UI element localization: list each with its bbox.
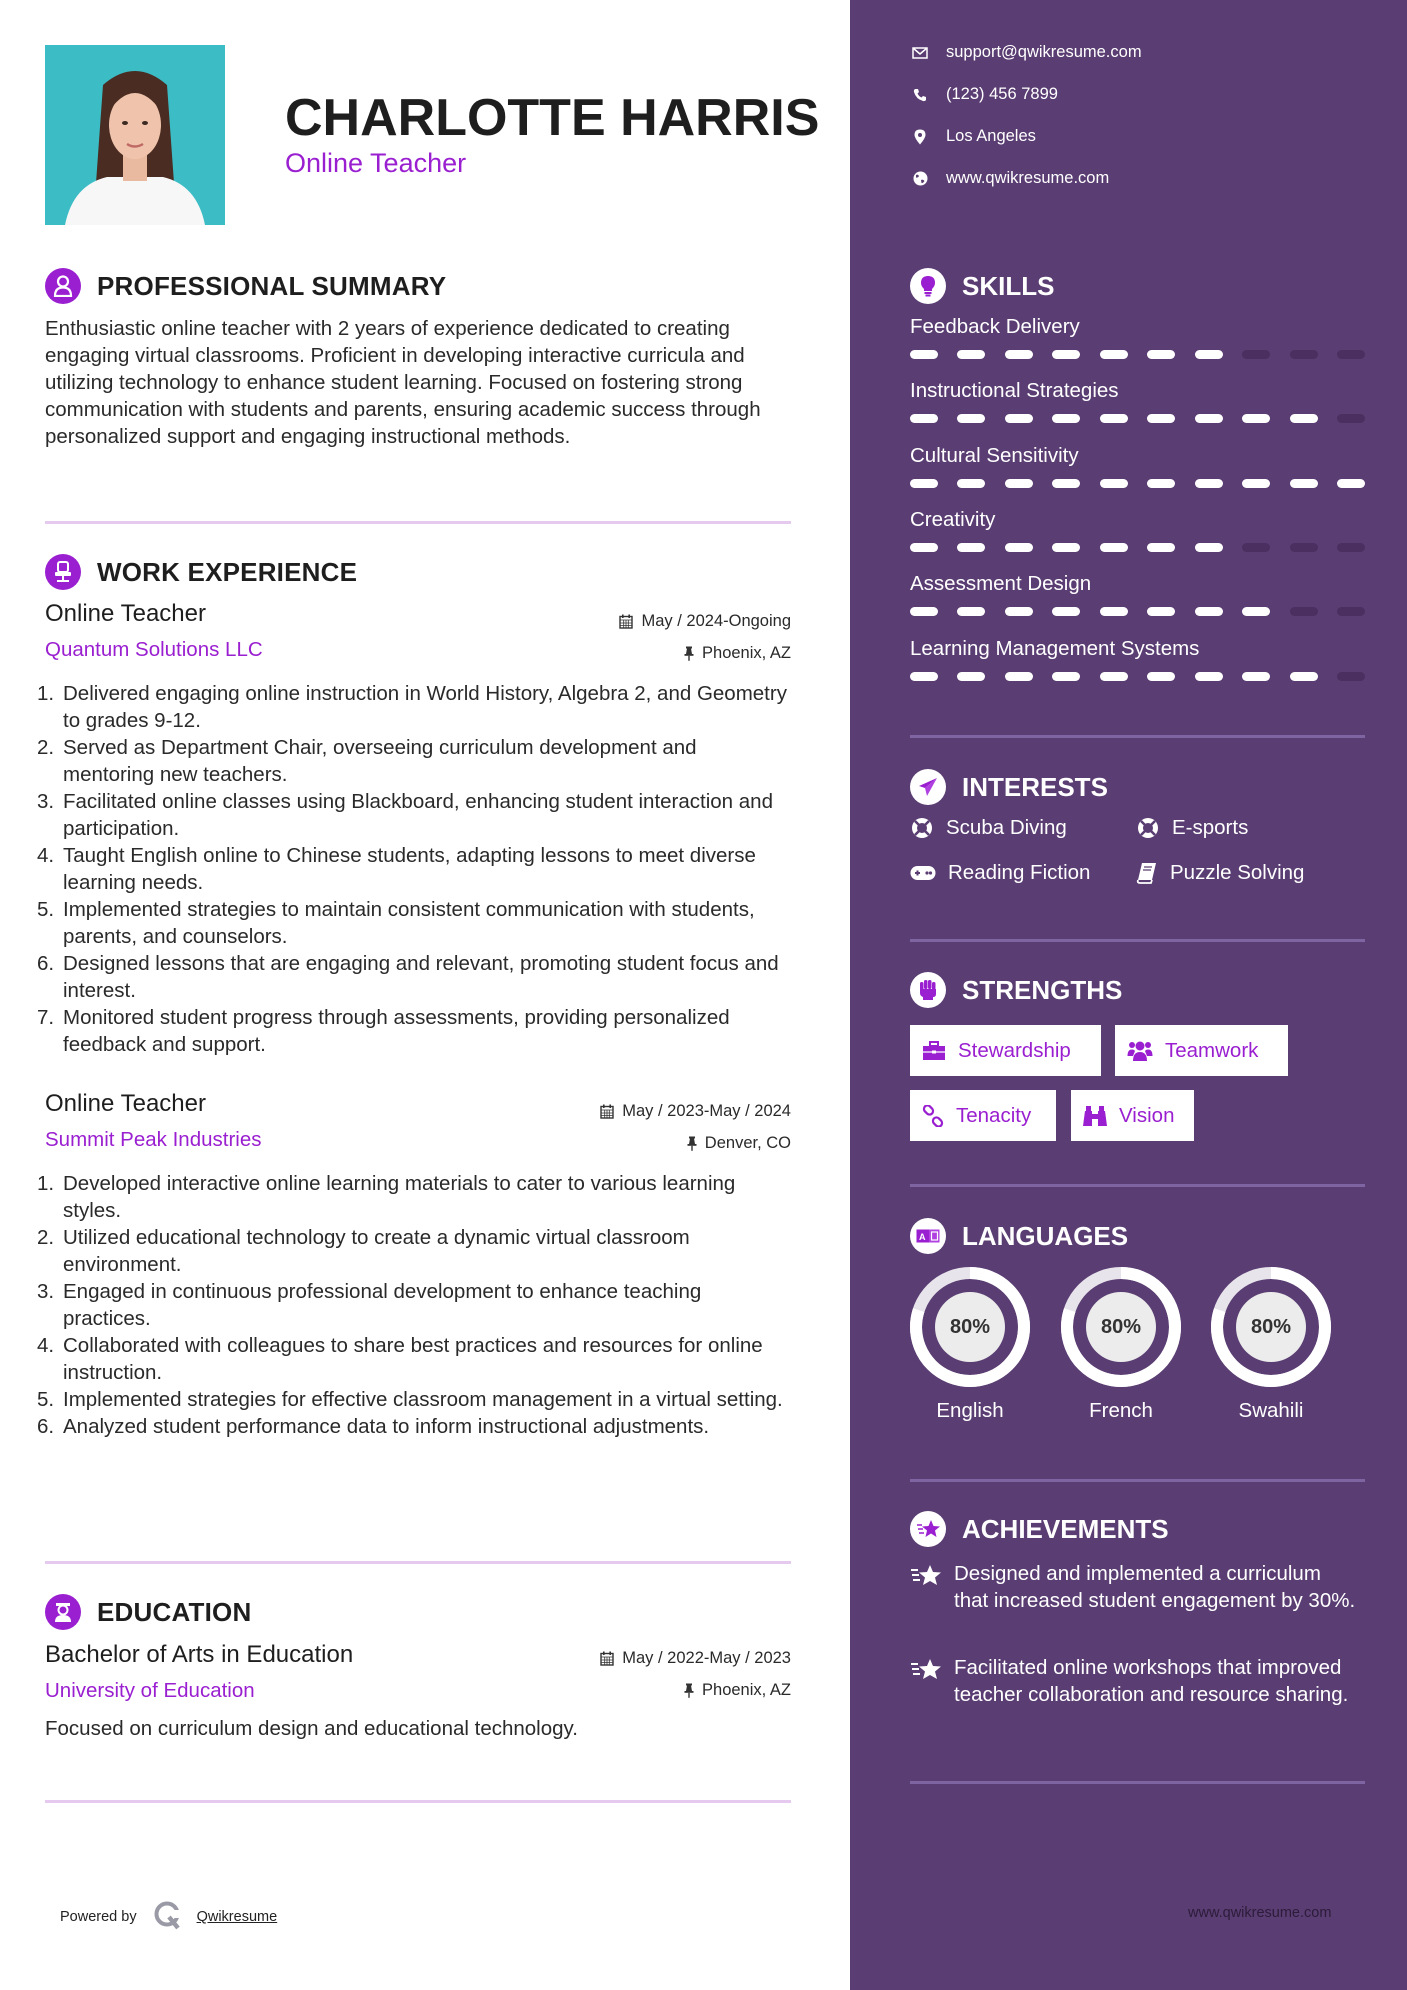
skill-level-dash xyxy=(1052,543,1080,552)
skill-level-dash xyxy=(910,607,938,616)
skill-level-dash xyxy=(1147,672,1175,681)
strength-chip: Tenacity xyxy=(910,1090,1056,1141)
section-header-experience xyxy=(45,554,357,590)
section-title: SKILLS xyxy=(962,270,1055,301)
contact-location: Los Angeles xyxy=(910,127,1036,146)
globe-icon xyxy=(910,171,930,186)
skill-level-dash xyxy=(1100,479,1128,488)
section-title: INTERESTS xyxy=(962,771,1108,802)
footer-website-link[interactable]: www.qwikresume.com xyxy=(1188,1905,1332,1921)
pushpin-icon xyxy=(687,1136,697,1151)
skill-level-dash xyxy=(1242,414,1270,423)
language-name: English xyxy=(936,1399,1004,1422)
skill-level-dash xyxy=(1147,543,1175,552)
section-title: WORK EXPERIENCE xyxy=(97,556,358,587)
skill-level-dash xyxy=(1147,350,1175,359)
achievement-item: Designed and implemented a curriculum that increased student engagement by 30%. xyxy=(910,1560,1360,1614)
skill-level-dash xyxy=(910,479,938,488)
skill-name: Feedback Delivery xyxy=(910,315,1080,338)
skill-level-dash xyxy=(1195,672,1223,681)
list-item: 3. Engaged in continuous professional development to enhance teaching practices. xyxy=(37,1280,702,1330)
binoculars-icon xyxy=(1083,1105,1107,1127)
skill-item xyxy=(910,637,1365,681)
skill-level-dash xyxy=(1052,607,1080,616)
skill-item xyxy=(910,572,1365,616)
skill-level-dash xyxy=(1290,414,1318,423)
skill-level-dash xyxy=(1005,607,1033,616)
skill-level-dash xyxy=(957,350,985,359)
skill-name: Cultural Sensitivity xyxy=(910,444,1079,467)
education-description: Focused on curriculum design and educational technology. xyxy=(45,1717,578,1740)
skill-level-dash xyxy=(1100,543,1128,552)
section-header-achievements xyxy=(910,1511,1169,1547)
shooting-star-icon xyxy=(910,1511,946,1547)
job-location: Denver, CO xyxy=(704,1133,791,1152)
skill-level-dash xyxy=(1242,479,1270,488)
skill-level-dash xyxy=(1052,672,1080,681)
skill-level-dash xyxy=(1337,607,1365,616)
education-meta xyxy=(600,1647,791,1701)
strength-chip: Teamwork xyxy=(1115,1025,1288,1076)
skill-level-dash xyxy=(910,350,938,359)
job-dates: May / 2023-May / 2024 xyxy=(622,1101,791,1120)
section-divider xyxy=(910,1781,1365,1784)
powered-by xyxy=(60,1900,277,1934)
skill-name: Assessment Design xyxy=(910,572,1092,595)
skill-level-dash xyxy=(1290,607,1318,616)
skill-level-dash xyxy=(957,672,985,681)
section-header-strengths xyxy=(910,972,1122,1008)
raised-fist-icon xyxy=(910,972,946,1008)
skill-level-dash xyxy=(1005,479,1033,488)
section-divider xyxy=(910,1479,1365,1482)
calendar-icon xyxy=(619,614,633,629)
section-header-summary xyxy=(45,268,446,304)
skill-level-dash xyxy=(1195,543,1223,552)
list-item: 4. Collaborated with colleagues to share best practices and resources for online instruction. xyxy=(37,1334,763,1384)
list-item: 7. Monitored student progress through assessments, providing personalized feedback and support. xyxy=(37,1006,730,1056)
skill-level-dash xyxy=(1337,479,1365,488)
contact-website: www.qwikresume.com xyxy=(910,169,1109,188)
section-header-skills xyxy=(910,268,1054,304)
skill-level-dash xyxy=(910,543,938,552)
skill-level-dash xyxy=(1290,543,1318,552)
skill-level-dash xyxy=(1100,607,1128,616)
strength-chip: Vision xyxy=(1071,1090,1194,1141)
section-header-education xyxy=(45,1594,251,1630)
list-item: 6. Designed lessons that are engaging and relevant, promoting student focus and interest. xyxy=(37,952,779,1002)
calendar-icon xyxy=(600,1104,614,1119)
qwikresume-logo-icon xyxy=(153,1900,183,1934)
list-item: 2. Served as Department Chair, overseeing curriculum development and mentoring new teachers. xyxy=(37,736,697,786)
paper-plane-icon xyxy=(910,769,946,805)
job-dates: May / 2024-Ongoing xyxy=(641,611,791,630)
language-progress-ring xyxy=(908,1265,1032,1389)
pushpin-icon xyxy=(684,646,694,661)
skill-level-dash xyxy=(1337,414,1365,423)
job-meta xyxy=(619,610,791,664)
section-divider xyxy=(910,939,1365,942)
shooting-star-icon xyxy=(910,1562,942,1590)
skill-level-dash xyxy=(957,543,985,552)
interest-item: Reading Fiction xyxy=(910,861,1090,885)
contact-phone: (123) 456 7899 xyxy=(910,85,1058,104)
education-dates: May / 2022-May / 2023 xyxy=(622,1648,791,1667)
section-divider xyxy=(910,735,1365,738)
education-entry xyxy=(45,1641,791,1742)
skill-level-dash xyxy=(1290,672,1318,681)
candidate-name: CHARLOTTE HARRIS xyxy=(285,89,820,147)
envelope-icon xyxy=(910,47,930,59)
skill-level-bar xyxy=(910,672,1365,681)
achievement-item: Facilitated online workshops that improved teacher collaboration and resource sharing. xyxy=(910,1654,1360,1708)
language-progress-ring xyxy=(1059,1265,1183,1389)
office-chair-icon xyxy=(45,554,81,590)
section-title: STRENGTHS xyxy=(962,974,1123,1005)
book-icon xyxy=(1136,862,1158,884)
skill-level-dash xyxy=(1147,607,1175,616)
lifebuoy-icon xyxy=(1136,816,1160,840)
phone-icon xyxy=(910,88,930,102)
language-percent: 80% xyxy=(935,1292,1005,1362)
gamepad-icon xyxy=(910,865,936,881)
skill-level-dash xyxy=(1195,607,1223,616)
job-company: Quantum Solutions LLC xyxy=(45,638,263,661)
skill-level-dash xyxy=(1337,350,1365,359)
skill-level-dash xyxy=(1100,414,1128,423)
job-company: Summit Peak Industries xyxy=(45,1128,262,1151)
skill-level-dash xyxy=(1005,543,1033,552)
skill-level-dash xyxy=(1147,414,1175,423)
skill-level-dash xyxy=(1100,350,1128,359)
degree: Bachelor of Arts in Education xyxy=(45,1641,354,1668)
job-entry xyxy=(37,600,791,1058)
section-title: EDUCATION xyxy=(97,1596,252,1627)
skill-level-dash xyxy=(957,479,985,488)
language-name: French xyxy=(1089,1399,1153,1422)
job-title: Online Teacher xyxy=(45,1090,206,1117)
powered-by-label: Powered by xyxy=(60,1909,137,1925)
qwikresume-link[interactable]: Qwikresume xyxy=(196,1909,278,1925)
briefcase-icon xyxy=(922,1041,946,1061)
svg-text:A: A xyxy=(919,1232,926,1242)
skill-level-bar xyxy=(910,414,1365,423)
map-marker-icon xyxy=(910,129,930,145)
section-title: LANGUAGES xyxy=(962,1220,1129,1251)
users-icon xyxy=(1127,1040,1153,1062)
section-title: ACHIEVEMENTS xyxy=(962,1513,1169,1544)
skill-level-dash xyxy=(1100,672,1128,681)
skill-item xyxy=(910,444,1365,488)
calendar-icon xyxy=(600,1651,614,1666)
job-bullets xyxy=(37,1170,791,1440)
sidebar xyxy=(850,0,1407,1990)
job-title: Online Teacher xyxy=(45,600,206,627)
skill-item xyxy=(910,315,1365,359)
skill-level-dash xyxy=(957,414,985,423)
skill-level-dash xyxy=(1005,414,1033,423)
skill-level-dash xyxy=(1337,543,1365,552)
lightbulb-icon xyxy=(910,268,946,304)
skill-level-bar xyxy=(910,350,1365,359)
skill-name: Creativity xyxy=(910,508,996,531)
section-title: PROFESSIONAL SUMMARY xyxy=(97,270,447,301)
list-item: 6. Analyzed student performance data to inform instructional adjustments. xyxy=(37,1415,710,1438)
list-item: 5. Implemented strategies for effective classroom management in a virtual setting. xyxy=(37,1388,783,1411)
list-item: 3. Facilitated online classes using Blackboard, enhancing student interaction and participation. xyxy=(37,790,773,840)
language-progress-ring xyxy=(1209,1265,1333,1389)
skill-level-dash xyxy=(1242,672,1270,681)
pushpin-icon xyxy=(684,1683,694,1698)
skill-level-dash xyxy=(1337,672,1365,681)
skill-level-dash xyxy=(1195,350,1223,359)
language-percent: 80% xyxy=(1236,1292,1306,1362)
skill-level-dash xyxy=(910,672,938,681)
skill-name: Learning Management Systems xyxy=(910,637,1200,660)
skill-item xyxy=(910,508,1365,552)
skill-level-dash xyxy=(1052,350,1080,359)
section-divider xyxy=(910,1184,1365,1187)
job-entry xyxy=(37,1090,791,1440)
skill-level-dash xyxy=(1052,479,1080,488)
summary-text: Enthusiastic online teacher with 2 years of experience dedicated to creating engaging virtual classrooms. Proficient in developing interactive curricula and utilizing technology to enhance student learning. Focused on fostering strong communication with students and parents, ensuring academic success through personalized support and engaging instructional methods. xyxy=(45,317,761,448)
list-item: 2. Utilized educational technology to create a dynamic virtual classroom environment. xyxy=(37,1226,690,1276)
list-item: 1. Delivered engaging online instruction in World History, Algebra 2, and Geometry to grades 9-12. xyxy=(37,682,787,732)
skill-level-dash xyxy=(1195,414,1223,423)
skill-level-dash xyxy=(910,414,938,423)
job-location: Phoenix, AZ xyxy=(702,643,791,662)
graduate-icon xyxy=(45,1594,81,1630)
skill-level-dash xyxy=(1290,479,1318,488)
skill-level-dash xyxy=(1005,350,1033,359)
shooting-star-icon xyxy=(910,1656,942,1684)
interest-item: Puzzle Solving xyxy=(1136,861,1304,885)
skill-level-bar xyxy=(910,543,1365,552)
lifebuoy-icon xyxy=(910,816,934,840)
job-bullets xyxy=(37,680,791,1058)
job-meta xyxy=(600,1100,791,1154)
skill-level-dash xyxy=(1195,479,1223,488)
section-divider xyxy=(45,1800,791,1803)
section-divider xyxy=(45,1561,791,1564)
interest-item: Scuba Diving xyxy=(910,816,1067,840)
skill-level-dash xyxy=(1147,479,1175,488)
strength-chip: Stewardship xyxy=(910,1025,1101,1076)
profile-photo xyxy=(45,45,225,225)
link-icon xyxy=(922,1105,944,1127)
skill-level-bar xyxy=(910,479,1365,488)
language-item xyxy=(1209,1265,1333,1423)
skill-item xyxy=(910,379,1365,423)
skill-level-dash xyxy=(1242,350,1270,359)
language-item xyxy=(1059,1265,1183,1423)
language-name: Swahili xyxy=(1238,1399,1304,1422)
skill-level-dash xyxy=(1052,414,1080,423)
contact-email: support@qwikresume.com xyxy=(910,43,1142,62)
candidate-role: Online Teacher xyxy=(285,148,467,178)
language-item xyxy=(908,1265,1032,1423)
section-header-interests xyxy=(910,769,1108,805)
list-item: 1. Developed interactive online learning materials to cater to various learning styles. xyxy=(37,1172,736,1222)
user-icon xyxy=(45,268,81,304)
skill-level-dash xyxy=(1290,350,1318,359)
section-header-languages xyxy=(910,1218,1128,1254)
skill-level-dash xyxy=(1242,543,1270,552)
translate-icon xyxy=(910,1218,946,1254)
skill-level-dash xyxy=(1242,607,1270,616)
interest-item: E-sports xyxy=(1136,816,1248,840)
skill-level-dash xyxy=(1005,672,1033,681)
skill-level-bar xyxy=(910,607,1365,616)
language-percent: 80% xyxy=(1086,1292,1156,1362)
section-divider xyxy=(45,521,791,524)
skill-name: Instructional Strategies xyxy=(910,379,1119,402)
school: University of Education xyxy=(45,1679,255,1702)
education-location: Phoenix, AZ xyxy=(702,1680,791,1699)
skill-level-dash xyxy=(957,607,985,616)
list-item: 5. Implemented strategies to maintain consistent communication with students, parents, and counselors. xyxy=(37,898,755,948)
list-item: 4. Taught English online to Chinese students, adapting lessons to meet diverse learning needs. xyxy=(37,844,756,894)
